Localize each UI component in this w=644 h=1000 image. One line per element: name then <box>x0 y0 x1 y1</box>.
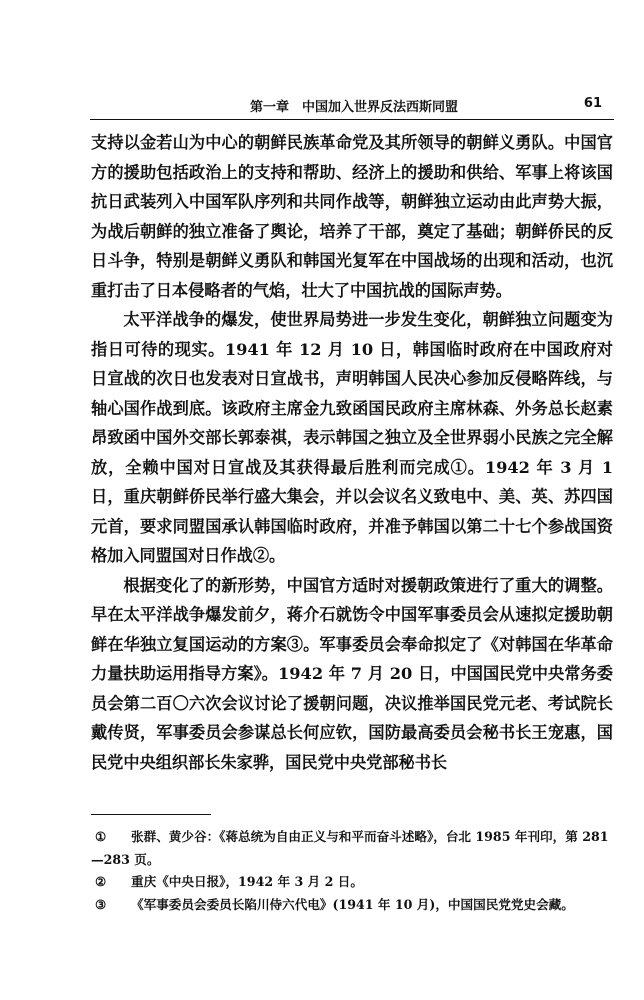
page-number: 61 <box>583 96 602 111</box>
footnote <box>91 826 613 871</box>
running-header <box>90 96 614 116</box>
footnote-text: 重庆《中央日报》，1942 年 3 月 2 日。 <box>131 874 363 889</box>
header-rule <box>90 119 614 120</box>
footnote-mark: ② <box>95 874 107 889</box>
footnote-text: 张群、黄少谷：《蒋总统为自由正义与和平而奋斗述略》，台北 1985 年刊印，第 281—283 页。 <box>91 829 609 867</box>
footnote-mark: ① <box>95 829 107 844</box>
footnote <box>91 894 613 917</box>
chapter-title: 第一章 中国加入世界反法西斯同盟 <box>250 100 459 115</box>
footnotes <box>91 826 613 916</box>
paragraph-continued: 支持以金若山为中心的朝鲜民族革命党及其所领导的朝鲜义勇队。中国官方的援助包括政治上的支持和帮助、经济上的援助和供给、军事上将该国抗日武装列入中国军队序列和共同作战等，朝鲜独立运动由此声势大振，为战后朝鲜的独立准备了舆论，培养了干部，奠定了基础；朝鲜侨民的反日斗争，特别是朝鲜义勇队和韩国光复军在中国战场的出现和活动，也沉重打击了日本侵略者的气焰，壮大了中国抗战的国际声势。 <box>91 133 613 300</box>
footnote-rule <box>91 814 211 815</box>
footnote-text: 《军事委员会委员长陷川侍六代电》(1941 年 10 月)，中国国民党党史会藏。 <box>131 896 574 912</box>
footnote-mark: ③ <box>95 896 107 912</box>
body-text <box>91 128 613 777</box>
paragraph: 根据变化了的新形势，中国官方适时对援朝政策进行了重大的调整。早在太平洋战争爆发前夕，蒋介石就饬令中国军事委员会从速拟定援助朝鲜在华独立复国运动的方案③。军事委员会奉命拟定了《对韩国在华革命力量扶助运用指导方案》。1942 年 7 月 20 日，中国国民党中央常务委员会第二百〇六次会议讨论了援朝问题，决议推举国民党元老、考试院长戴传贤，军事委员会参谋总长何应钦，国防最高委员会秘书长王宠惠，国民党中央组织部长朱家骅，国民党中央党部秘书长 <box>91 575 613 772</box>
footnote <box>91 871 613 894</box>
paragraph: 太平洋战争的爆发，使世界局势进一步发生变化，朝鲜独立问题变为指日可待的现实。1941 年 12 月 10 日，韩国临时政府在中国政府对日宣战的次日也发表对日宣战书，声明韩国人民决心参加反侵略阵线，与轴心国作战到底。该政府主席金九致函国民政府主席林森、外务总长赵素昂致函中国外交部长郭泰祺，表示韩国之独立及全世界弱小民族之完全解放，全赖中国对日宣战及其获得最后胜利而完成①。1942 年 3 月 1 日，重庆朝鲜侨民举行盛大集会，并以会议名义致电中、美、英、苏四国元首，要求同盟国承认韩国临时政府，并准予韩国以第二十七个参战国资格加入同盟国对日作战②。 <box>91 310 613 565</box>
